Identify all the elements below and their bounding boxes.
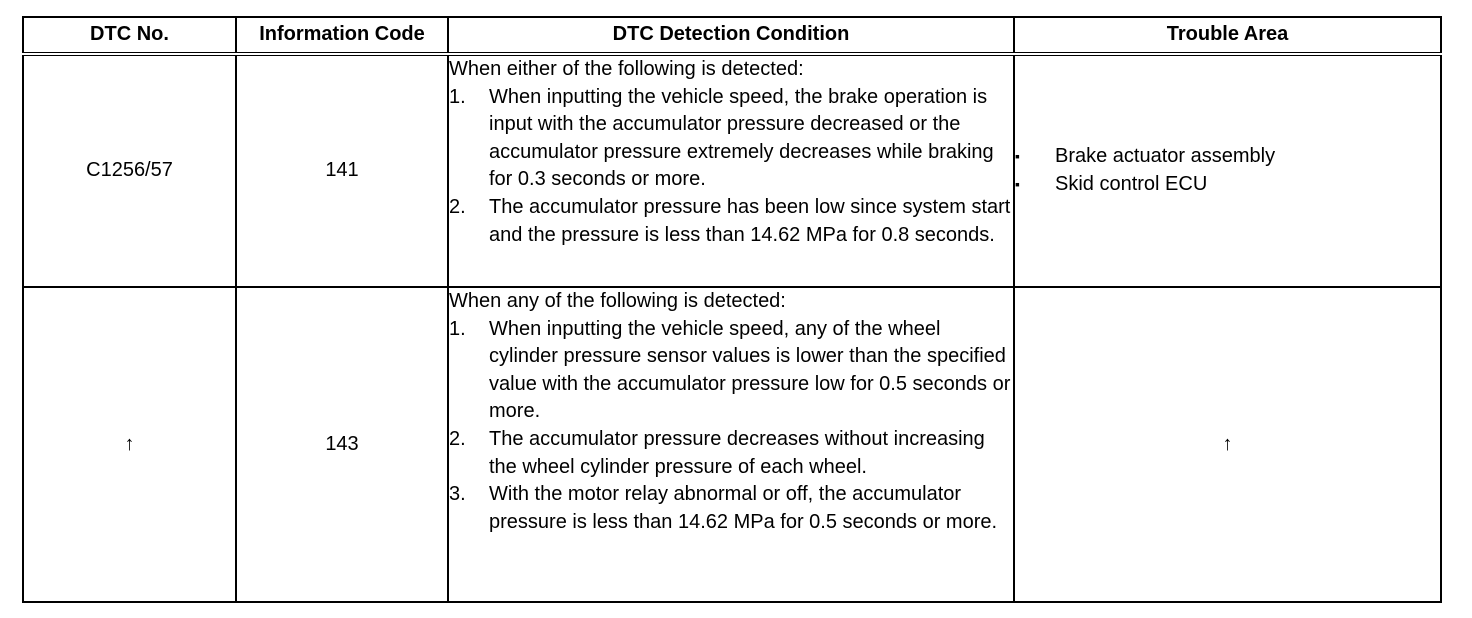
header-detection-condition: DTC Detection Condition: [448, 17, 1014, 54]
condition-text: When inputting the vehicle speed, the brake operation is input with the accumulator pressure decreased or the accumulator pressure extremely decreases while braking for 0.3 seconds or more.: [489, 85, 994, 191]
condition-intro: When any of the following is detected:: [449, 290, 786, 312]
same-as-above-arrow-icon: ↑: [1222, 432, 1233, 455]
trouble-area-item: [1015, 143, 1440, 171]
trouble-area-item: [1015, 171, 1440, 199]
condition-text: When inputting the vehicle speed, any of the wheel cylinder pressure sensor values is lower than the specified value with the accumulator pressure low for 0.5 seconds or more.: [489, 317, 1011, 423]
info-code-cell: 143: [236, 287, 448, 602]
condition-item: [449, 316, 1013, 426]
condition-number: 2.: [449, 427, 466, 450]
condition-text: The accumulator pressure decreases without increasing the wheel cylinder pressure of each wheel.: [489, 427, 985, 478]
header-trouble-area: Trouble Area: [1014, 17, 1441, 54]
condition-number: 1.: [449, 317, 466, 340]
condition-number: 2.: [449, 195, 466, 218]
dtc-number-cell: C1256/57: [23, 54, 236, 287]
trouble-area-text: Brake actuator assembly: [1055, 145, 1276, 168]
trouble-area-cell: [1014, 287, 1441, 602]
trouble-area-text: Skid control ECU: [1055, 173, 1208, 195]
header-dtc-no: DTC No.: [23, 17, 236, 54]
condition-item: [449, 84, 1013, 194]
condition-item: [449, 194, 1013, 249]
header-information-code: Information Code: [236, 17, 448, 54]
table-row: [23, 54, 1441, 287]
condition-number: 3.: [449, 483, 466, 506]
condition-number: 1.: [449, 85, 466, 108]
same-as-above-arrow-icon: ↑: [124, 432, 135, 455]
detection-condition-cell: [448, 287, 1014, 602]
condition-text: The accumulator pressure has been low since system start and the pressure is less than 14.62 MPa for 0.8 seconds.: [489, 195, 1011, 246]
condition-list: [449, 84, 1013, 250]
trouble-area-cell: [1014, 54, 1441, 287]
bullet-icon: ▪: [1015, 148, 1020, 165]
table-row: [23, 287, 1441, 602]
condition-item: [449, 426, 1013, 481]
condition-list: [449, 316, 1013, 537]
info-code-cell: 141: [236, 54, 448, 287]
header-row: [23, 17, 1441, 54]
trouble-area-list: [1015, 143, 1440, 198]
bullet-icon: ▪: [1015, 176, 1020, 192]
detection-condition-cell: [448, 54, 1014, 287]
condition-intro: When either of the following is detected:: [449, 58, 804, 80]
dtc-number-cell: [23, 287, 236, 602]
condition-item: [449, 481, 1013, 536]
condition-text: With the motor relay abnormal or off, the accumulator pressure is less than 14.62 MPa for 0.5 seconds or more.: [489, 483, 998, 533]
dtc-table: [22, 16, 1442, 603]
